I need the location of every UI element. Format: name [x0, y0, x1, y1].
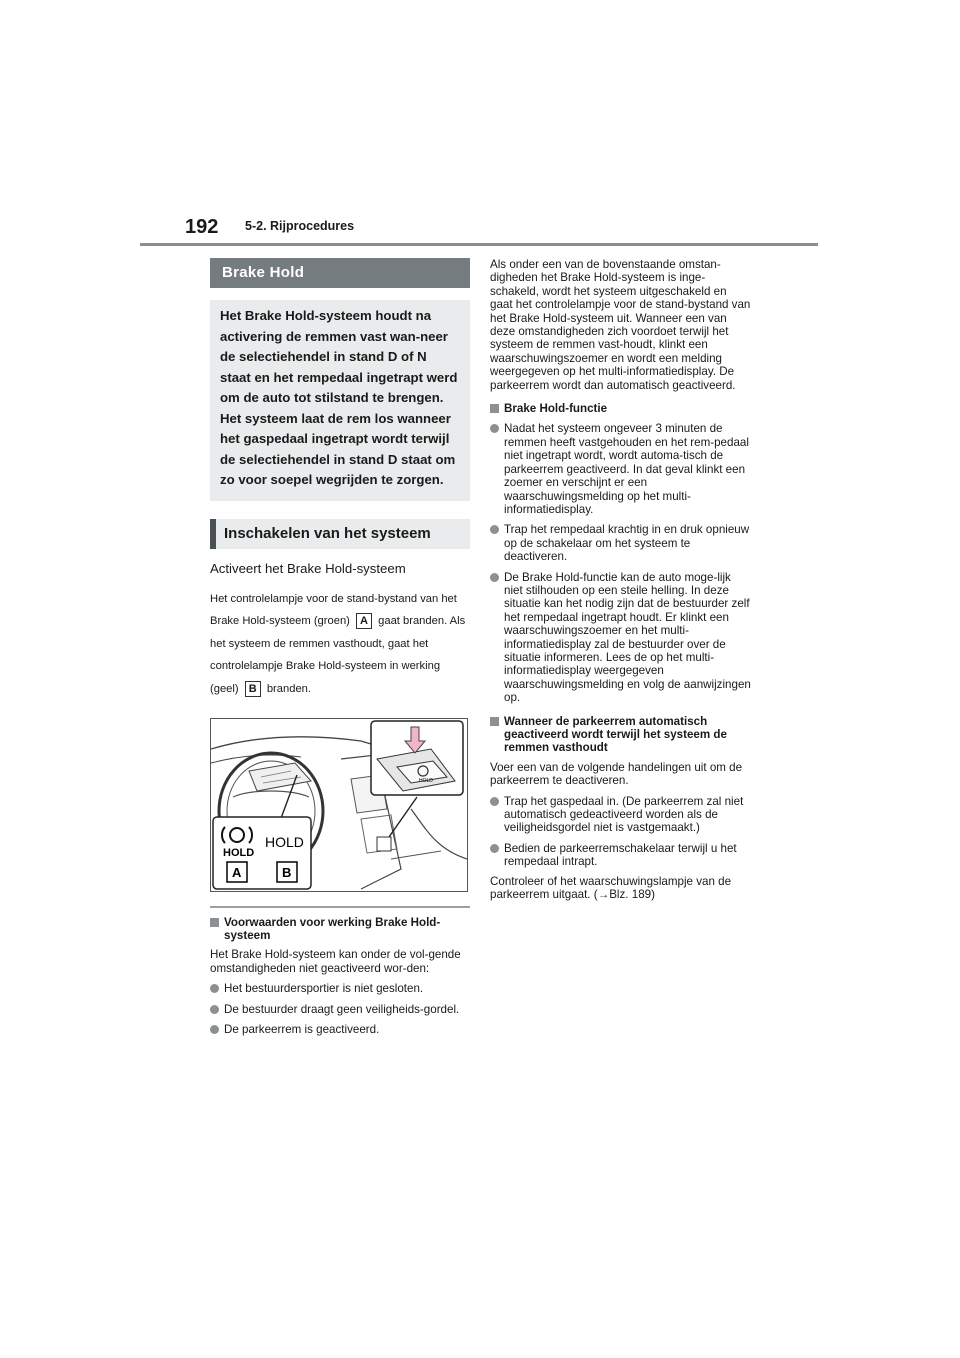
function-heading: Brake Hold-functie — [490, 402, 752, 415]
condition-item: De bestuurder draagt geen veiligheids-gordel. — [210, 1003, 470, 1016]
dashboard-illustration — [210, 718, 468, 892]
conditions-intro: Het Brake Hold-systeem kan onder de vol-gende omstandigheden niet geactiveerd wor-den: — [210, 948, 461, 975]
function-bullet: De Brake Hold-functie kan de auto moge-lijk niet stilhouden op een steile helling. In deze situatie kan het nodig zijn dat de bestuurder zelf het rempedaal ingetrapt houdt. Er klinkt een waarschuwingszoemer en het multi-informatiedisplay zal de bestuurder over de situatie informeren. Lees de op het multi-informatiedisplay weergegeven waarschuwingsmelding en volg de aanwijzingen op. — [490, 571, 752, 705]
activate-heading: Inschakelen van het systeem — [210, 519, 470, 549]
button-hold-text: HOLD — [419, 778, 433, 784]
function-bullet: Nadat het systeem ongeveer 3 minuten de remmen heeft vastgehouden en het rem-pedaal niet ingetrapt wordt, wordt automa-tisch de parkeerrem geactiveerd. In dat geval klinkt een zoemer en verschijnt er een waarschuwingsmelding op het multi-informatiedisplay. — [490, 422, 752, 516]
right-column — [490, 258, 752, 901]
desc-part-2: gaat branden. Als het systeem de remmen vasthoudt, gaat het controlelampje Brake Hold-systeem in werking (geel) — [210, 615, 466, 695]
right-intro-paragraph: Als onder een van de bovenstaande omstan-digheden het Brake Hold-systeem is inge-schakeld, wordt het systeem uitgeschakeld en gaat het controlelampje voor de stand-bystand van het Brake Hold-systeem uit. Wanneer een van deze omstandigheden zich voordoet terwijl het systeem de remmen vast-houdt, klinkt een waarschuwingszoemer en wordt een melding weergegeven op het multi-informatiedisplay. De parkeerrem wordt dan automatisch geactiveerd. — [490, 258, 751, 392]
icon-hold-small-text: HOLD — [223, 847, 255, 859]
conditions-heading: Voorwaarden voor werking Brake Hold-systeem — [210, 916, 470, 943]
parking-bullet: Trap het gaspedaal in. (De parkeerrem zal niet automatisch gedeactiveerd worden als de veiligheidsgordel niet is vastgemaakt.) — [490, 795, 752, 835]
left-column — [210, 258, 470, 1036]
label-b-inline: B — [245, 681, 261, 697]
icon-hold-large-text: HOLD — [265, 834, 304, 850]
desc-part-1: Het controlelampje voor de stand-bystand van het Brake Hold-systeem (groen) — [210, 592, 457, 627]
parking-intro: Voer een van de volgende handelingen uit om de parkeerrem te deactiveren. — [490, 760, 743, 788]
figure-label-b: B — [282, 865, 292, 880]
figure-rule — [210, 906, 470, 908]
label-a-inline: A — [356, 613, 372, 629]
parking-heading: Wanneer de parkeerrem automatisch geactiveerd wordt terwijl het systeem de remmen vasthoudt — [490, 715, 752, 755]
figure-label-a: A — [232, 865, 242, 880]
function-bullet: Trap het rempedaal krachtig in en druk opnieuw op de schakelaar om het systeem te deactiveren. — [490, 523, 752, 563]
dashboard-drawing — [211, 719, 467, 891]
header-rule — [140, 243, 818, 246]
condition-item: Het bestuurdersportier is niet gesloten. — [210, 982, 470, 995]
section-label: 5-2. Rijprocedures — [245, 219, 355, 233]
closing-paragraph: Controleer of het waarschuwingslampje van de parkeerrem uitgaat. (→Blz. 189) — [490, 874, 732, 902]
brake-hold-heading: Brake Hold — [210, 258, 470, 288]
intro-box: Het Brake Hold-systeem houdt na activering de remmen vast wan-neer de selectiehendel in stand D of N staat en het rempedaal ingetrapt werd om de auto tot stilstand te brengen. Het systeem laat de rem los wanneer het gaspedaal ingetrapt wordt terwijl de selectiehendel in stand D staat om zo voor soepel wegrijden te zorgen. — [210, 300, 470, 501]
indicator-description — [210, 588, 470, 701]
parking-bullet: Bedien de parkeerremschakelaar terwijl u het rempedaal intrapt. — [490, 842, 752, 869]
step-text: Activeert het Brake Hold-systeem — [210, 560, 406, 576]
condition-item: De parkeerrem is geactiveerd. — [210, 1023, 470, 1036]
desc-part-3: branden. — [266, 682, 311, 695]
page-number: 192 — [185, 216, 219, 238]
